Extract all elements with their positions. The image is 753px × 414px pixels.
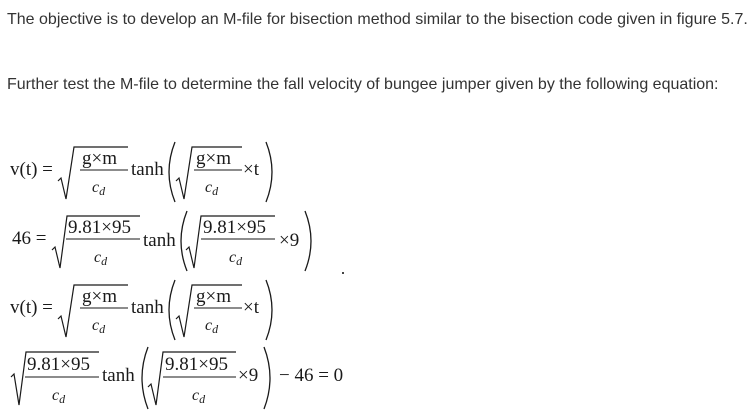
eq3-left-paren: [169, 280, 175, 340]
equation-velocity-general: [0, 137, 330, 207]
eq2-left-paren: [181, 211, 187, 271]
eq2-denominator: cd: [94, 249, 108, 268]
eq3-inner-denominator: cd: [205, 317, 219, 336]
eq4-numerator: 9.81×95: [27, 354, 90, 375]
eq4-times-9: ×9: [238, 365, 259, 386]
eq4-left-paren: [142, 347, 148, 409]
eq1-times-t: ×t: [243, 159, 259, 180]
intro-paragraph-test: Further test the M-file to determine the fall velocity of bungee jumper given by the following equation:: [7, 76, 719, 93]
eq3-numerator: g×m: [82, 286, 117, 307]
eq2-numerator: 9.81×95: [68, 217, 131, 238]
stray-dot: [342, 272, 344, 274]
equation-numeric: [0, 206, 340, 276]
eq4-tanh: tanh: [102, 365, 135, 386]
eq3-lhs: v(t) =: [10, 297, 53, 318]
eq2-tanh: tanh: [143, 230, 176, 251]
eq3-tanh: tanh: [131, 297, 164, 318]
eq2-lhs: 46 =: [12, 228, 47, 249]
eq4-inner-denominator: cd: [192, 387, 206, 406]
eq3-inner-numerator: g×m: [196, 286, 231, 307]
eq1-numerator: g×m: [82, 148, 117, 169]
eq4-denominator: cd: [52, 387, 66, 406]
intro-paragraph-objective: The objective is to develop an M-file for bisection method similar to the bisection code given in figure 5.7.: [7, 11, 748, 28]
eq2-right-paren: [305, 211, 311, 271]
eq3-right-paren: [266, 280, 272, 340]
equation-root-form: [0, 343, 360, 413]
eq1-inner-numerator: g×m: [196, 148, 231, 169]
equation-velocity-general-repeat: [0, 275, 330, 345]
eq1-tanh: tanh: [131, 159, 164, 180]
eq1-denominator: cd: [92, 179, 106, 198]
eq1-inner-denominator: cd: [205, 179, 219, 198]
eq2-times-9: ×9: [279, 230, 300, 251]
eq1-lhs: v(t) =: [10, 159, 53, 180]
eq4-inner-numerator: 9.81×95: [165, 354, 228, 375]
eq1-right-paren: [266, 142, 272, 202]
eq4-rhs: − 46 = 0: [279, 365, 344, 386]
eq2-inner-denominator: cd: [229, 249, 243, 268]
eq1-left-paren: [169, 142, 175, 202]
eq3-denominator: cd: [92, 317, 106, 336]
eq4-right-paren: [264, 347, 270, 409]
eq2-inner-numerator: 9.81×95: [203, 217, 266, 238]
eq3-times-t: ×t: [243, 297, 259, 318]
